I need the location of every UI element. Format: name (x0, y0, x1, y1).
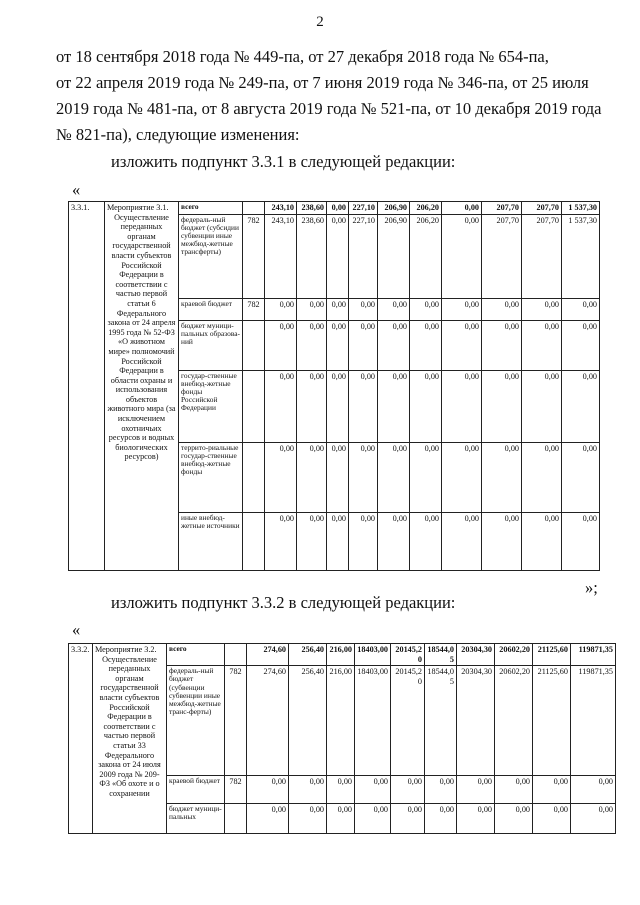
value-cell: 0,00 (265, 442, 297, 512)
value-cell: 0,00 (349, 320, 378, 370)
value-cell: 0,00 (327, 202, 349, 215)
instruction-1: изложить подпункт 3.3.1 в следующей редакции: (111, 152, 456, 171)
measure-title: Мероприятие 3.2. (95, 645, 157, 654)
value-cell: 206,90 (378, 202, 410, 215)
value-cell: 0,00 (247, 776, 289, 804)
instruction-2: изложить подпункт 3.3.2 в следующей редакции: (111, 593, 456, 612)
measure-description-cell (93, 644, 167, 834)
value-cell: 227,10 (349, 202, 378, 215)
value-cell: 0,00 (442, 442, 482, 512)
value-cell: 0,00 (378, 370, 410, 442)
table-3-3-2 (68, 643, 616, 834)
funding-source: всего (167, 644, 225, 666)
table-row (69, 202, 600, 215)
value-cell: 0,00 (355, 804, 391, 834)
open-quote-1: « (72, 180, 81, 199)
page-number: 2 (316, 14, 324, 30)
value-cell: 0,00 (533, 776, 571, 804)
value-cell: 0,00 (247, 804, 289, 834)
value-cell: 0,00 (442, 512, 482, 570)
measure-description: Осуществление переданных органам государственной власти субъектов Российской Федерации в соответствии с частью первой статьи 33 Федерального закона от 24 июля 2009 года № 209-ФЗ «Об охоте и о сохранении (98, 654, 161, 798)
value-cell: 0,00 (562, 298, 600, 320)
value-cell: 0,00 (410, 370, 442, 442)
value-cell: 18403,00 (355, 666, 391, 776)
intro-line: от 22 апреля 2019 года № 249-па, от 7 июня 2019 года № 346-па, от 25 июля (56, 73, 589, 92)
funding-source: бюджет муници-пальных образова-ний (179, 320, 243, 370)
value-cell: 0,00 (297, 370, 327, 442)
value-cell: 0,00 (495, 804, 533, 834)
value-cell: 20602,20 (495, 644, 533, 666)
value-cell: 0,00 (349, 370, 378, 442)
value-cell: 0,00 (442, 370, 482, 442)
budget-code (243, 202, 265, 215)
intro-line: 2019 года № 481-па, от 8 августа 2019 года № 521-па, от 10 декабря 2019 года (56, 99, 602, 118)
value-cell: 206,20 (410, 202, 442, 215)
value-cell: 0,00 (378, 512, 410, 570)
value-cell: 0,00 (378, 442, 410, 512)
funding-source: иные внебюд-жетные источники (179, 512, 243, 570)
value-cell: 0,00 (265, 320, 297, 370)
value-cell: 0,00 (495, 776, 533, 804)
item-number: 3.3.1. (69, 202, 105, 571)
value-cell: 207,70 (522, 214, 562, 298)
open-quote-2: « (72, 620, 81, 639)
value-cell: 0,00 (391, 804, 425, 834)
value-cell: 0,00 (297, 512, 327, 570)
value-cell: 0,00 (327, 214, 349, 298)
value-cell: 0,00 (522, 320, 562, 370)
value-cell: 18403,00 (355, 644, 391, 666)
value-cell: 0,00 (522, 442, 562, 512)
value-cell: 0,00 (289, 776, 327, 804)
value-cell: 0,00 (442, 202, 482, 215)
close-quote: »; (585, 578, 598, 597)
value-cell: 0,00 (265, 298, 297, 320)
value-cell: 0,00 (327, 370, 349, 442)
value-cell: 207,70 (522, 202, 562, 215)
value-cell: 207,70 (482, 214, 522, 298)
value-cell: 1 537,30 (562, 214, 600, 298)
value-cell: 119871,35 (571, 644, 616, 666)
value-cell: 0,00 (289, 804, 327, 834)
value-cell: 0,00 (442, 214, 482, 298)
value-cell: 20602,20 (495, 666, 533, 776)
measure-description: Осуществление переданных органам государственной власти субъектов Российской Федерации в соответствии с частью первой статьи 6 Федерального закона от 24 апреля 1995 года № 52-ФЗ «О животном мире» полномочий Российской Федерации в области охраны и использования объектов животного мира (за исключением охотничьих ресурсов и водных биологических ресурсов) (107, 212, 176, 462)
budget-code (243, 370, 265, 442)
value-cell: 0,00 (482, 370, 522, 442)
value-cell: 0,00 (410, 512, 442, 570)
value-cell: 21125,60 (533, 644, 571, 666)
value-cell: 206,90 (378, 214, 410, 298)
value-cell: 18544,05 (425, 644, 457, 666)
value-cell: 0,00 (457, 776, 495, 804)
table-3-3-1 (68, 201, 600, 571)
value-cell: 0,00 (410, 320, 442, 370)
value-cell: 274,60 (247, 666, 289, 776)
value-cell: 0,00 (327, 320, 349, 370)
value-cell: 256,40 (289, 666, 327, 776)
budget-code: 782 (243, 214, 265, 298)
funding-source: террито-риальные государ-ственные внебюд-жетные фонды (179, 442, 243, 512)
value-cell: 0,00 (297, 298, 327, 320)
value-cell: 216,00 (327, 644, 355, 666)
value-cell: 0,00 (522, 298, 562, 320)
value-cell: 206,20 (410, 214, 442, 298)
value-cell: 0,00 (562, 442, 600, 512)
value-cell: 0,00 (482, 512, 522, 570)
value-cell: 0,00 (410, 298, 442, 320)
funding-source: всего (179, 202, 243, 215)
value-cell: 20145,20 (391, 644, 425, 666)
value-cell: 0,00 (349, 512, 378, 570)
value-cell: 0,00 (297, 320, 327, 370)
value-cell: 274,60 (247, 644, 289, 666)
intro-paragraph (56, 44, 601, 148)
value-cell: 0,00 (391, 776, 425, 804)
value-cell: 0,00 (265, 512, 297, 570)
value-cell: 0,00 (571, 776, 616, 804)
item-number: 3.3.2. (69, 644, 93, 834)
value-cell: 238,60 (297, 202, 327, 215)
value-cell: 119871,35 (571, 666, 616, 776)
budget-code: 782 (225, 776, 247, 804)
funding-source: федераль-ный бюджет (субвенции субвенции иные межбюд-жетные транс-ферты) (167, 666, 225, 776)
funding-source: бюджет муници-пальных (167, 804, 225, 834)
funding-source: федераль-ный бюджет (субсидии субвенции иные межбюд-жетные трансферты) (179, 214, 243, 298)
table-row (69, 644, 616, 666)
value-cell: 0,00 (533, 804, 571, 834)
value-cell: 0,00 (327, 512, 349, 570)
value-cell: 0,00 (522, 512, 562, 570)
value-cell: 256,40 (289, 644, 327, 666)
value-cell: 0,00 (349, 442, 378, 512)
value-cell: 21125,60 (533, 666, 571, 776)
value-cell: 1 537,30 (562, 202, 600, 215)
budget-code (243, 320, 265, 370)
value-cell: 0,00 (562, 320, 600, 370)
measure-description-cell (105, 202, 179, 571)
value-cell: 0,00 (522, 370, 562, 442)
value-cell: 0,00 (425, 804, 457, 834)
value-cell: 0,00 (562, 512, 600, 570)
budget-code (225, 644, 247, 666)
budget-code: 782 (225, 666, 247, 776)
value-cell: 0,00 (265, 370, 297, 442)
value-cell: 18544,05 (425, 666, 457, 776)
value-cell: 0,00 (457, 804, 495, 834)
value-cell: 0,00 (482, 442, 522, 512)
value-cell: 0,00 (327, 804, 355, 834)
value-cell: 0,00 (349, 298, 378, 320)
budget-code: 782 (243, 298, 265, 320)
value-cell: 0,00 (442, 298, 482, 320)
value-cell: 227,10 (349, 214, 378, 298)
value-cell: 20145,20 (391, 666, 425, 776)
value-cell: 0,00 (410, 442, 442, 512)
value-cell: 0,00 (297, 442, 327, 512)
value-cell: 238,60 (297, 214, 327, 298)
value-cell: 0,00 (327, 442, 349, 512)
value-cell: 0,00 (327, 298, 349, 320)
intro-line: № 821-па), следующие изменения: (56, 125, 300, 144)
budget-code (243, 442, 265, 512)
value-cell: 243,10 (265, 214, 297, 298)
value-cell: 207,70 (482, 202, 522, 215)
funding-source: краевой бюджет (179, 298, 243, 320)
funding-source: государ-ственные внебюд-жетные фонды Российской Федерации (179, 370, 243, 442)
value-cell: 0,00 (355, 776, 391, 804)
value-cell: 0,00 (378, 320, 410, 370)
value-cell: 0,00 (571, 804, 616, 834)
budget-code (225, 804, 247, 834)
funding-source: краевой бюджет (167, 776, 225, 804)
measure-title: Мероприятие 3.1. (107, 203, 169, 212)
value-cell: 216,00 (327, 666, 355, 776)
value-cell: 0,00 (327, 776, 355, 804)
value-cell: 0,00 (562, 370, 600, 442)
value-cell: 0,00 (482, 320, 522, 370)
value-cell: 0,00 (442, 320, 482, 370)
intro-line: от 18 сентября 2018 года № 449-па, от 27 декабря 2018 года № 654-па, (56, 47, 549, 66)
value-cell: 0,00 (425, 776, 457, 804)
value-cell: 0,00 (482, 298, 522, 320)
value-cell: 20304,30 (457, 666, 495, 776)
budget-code (243, 512, 265, 570)
value-cell: 20304,30 (457, 644, 495, 666)
value-cell: 0,00 (378, 298, 410, 320)
value-cell: 243,10 (265, 202, 297, 215)
